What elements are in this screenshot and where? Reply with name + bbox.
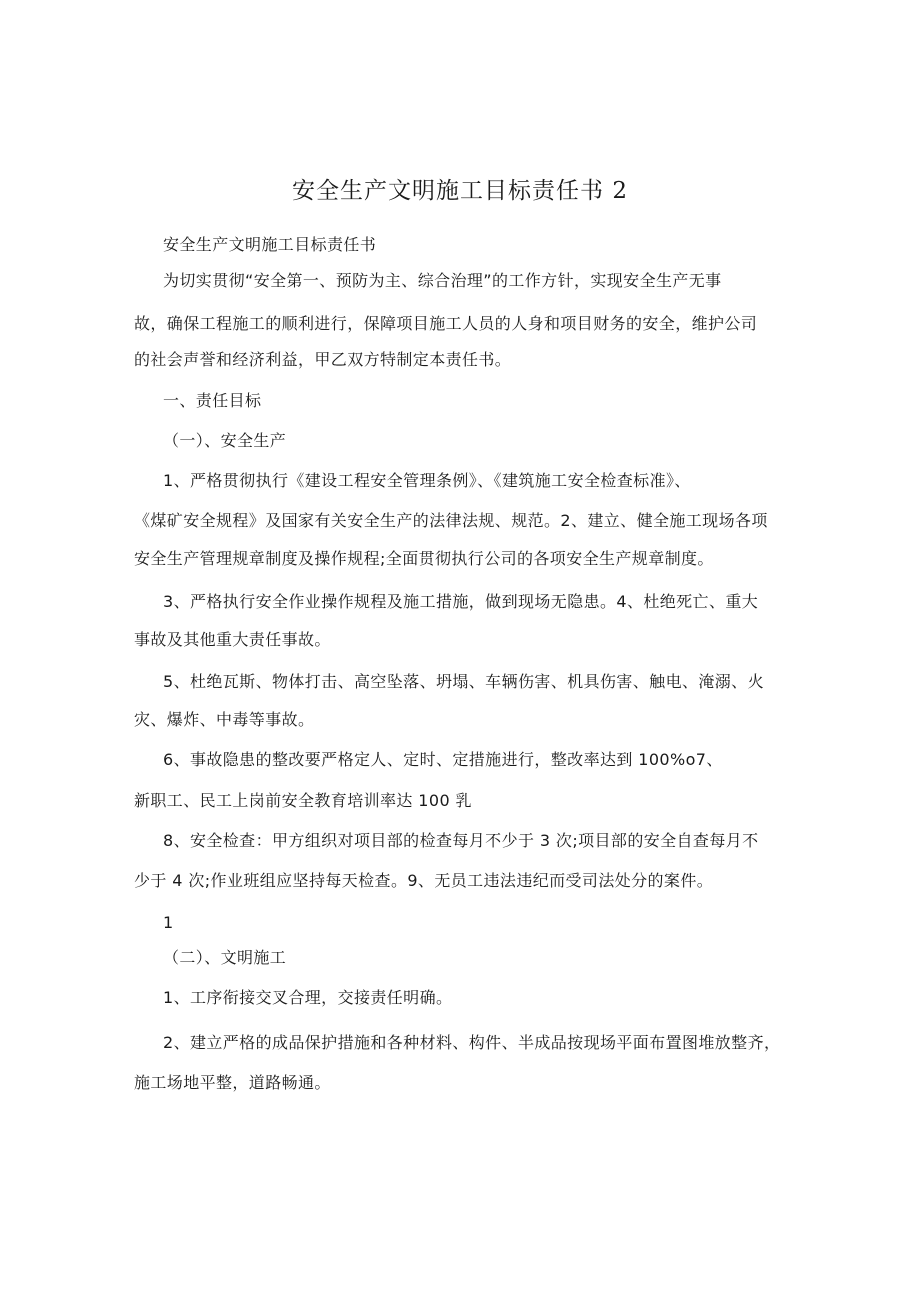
item-line: 新职工、民工上岗前安全教育培训率达 100 乳 [134,791,472,810]
subsection-heading: （一）、安全生产 [163,431,287,450]
item-line: 少于 4 次;作业班组应坚持每天检查。9、无员工违法违纪而受司法处分的案件。 [134,871,714,890]
item-line: 8、安全检查：甲方组织对项目部的检查每月不少于 3 次;项目部的安全自查每月不 [163,831,759,850]
item-line: 灾、爆炸、中毒等事故。 [134,710,315,729]
item-line: 6、事故隐患的整改要严格定人、定时、定措施进行，整改率达到 100%o7、 [163,750,723,769]
item-line: 1、严格贯彻执行《建设工程安全管理条例》、《建筑施工安全检查标准》、 [163,471,691,490]
item-line: 2、建立严格的成品保护措施和各种材料、构件、半成品按现场平面布置图堆放整齐， [163,1033,781,1052]
intro-line: 的社会声誉和经济利益，甲乙双方特制定本责任书。 [134,350,512,369]
subsection-heading: （二）、文明施工 [163,948,287,967]
doc-heading-line: 安全生产文明施工目标责任书 [163,235,377,254]
item-line: 3、严格执行安全作业操作规程及施工措施，做到现场无隐患。4、杜绝死亡、重大 [163,592,759,611]
intro-line: 为切实贯彻“安全第一、预防为主、综合治理”的工作方针，实现安全生产无事 [163,271,722,290]
item-line: 《煤矿安全规程》及国家有关安全生产的法律法规、规范。2、建立、健全施工现场各项 [134,511,768,530]
item-line: 1、工序衔接交叉合理，交接责任明确。 [163,988,453,1007]
item-line: 安全生产管理规章制度及操作规程;全面贯彻执行公司的各项安全生产规章制度。 [134,549,714,568]
item-line: 5、杜绝瓦斯、物体打击、高空坠落、坍塌、车辆伤害、机具伤害、触电、淹溺、火 [163,672,764,691]
item-line: 施工场地平整，道路畅通。 [134,1073,331,1092]
intro-line: 故，确保工程施工的顺利进行，保障项目施工人员的人身和项目财务的安全，维护公司 [134,314,758,333]
page-number: 1 [163,913,174,932]
section-heading: 一、责任目标 [163,391,262,410]
document-title: 安全生产文明施工目标责任书 2 [292,178,628,204]
item-line: 事故及其他重大责任事故。 [134,630,331,649]
